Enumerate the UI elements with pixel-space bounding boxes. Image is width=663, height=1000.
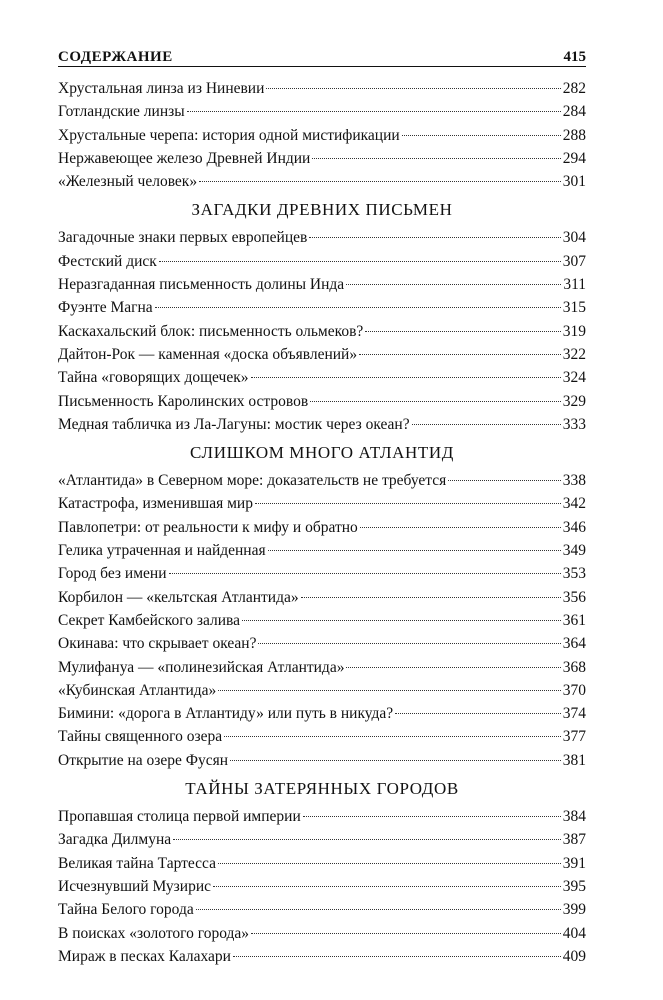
toc-entry-page: 384	[562, 808, 586, 826]
toc-entry-title: Загадка Дилмуна	[58, 831, 172, 849]
toc-entry	[58, 609, 586, 632]
toc-entry	[58, 725, 586, 748]
toc-entry-title: Дайтон-Рок — каменная «доска объявлений»	[58, 345, 358, 363]
toc-entry-title: Фуэнте Магна	[58, 299, 153, 317]
toc-entry-page: 391	[562, 854, 586, 872]
toc-entry	[58, 562, 586, 585]
toc-entry-title: Катастрофа, изменившая мир	[58, 495, 253, 513]
toc-entry-title: «Кубинская Атлантида»	[58, 681, 217, 699]
dot-leader	[402, 135, 561, 136]
toc-entry	[58, 749, 586, 772]
document-page	[58, 40, 586, 968]
dot-leader	[173, 839, 561, 840]
toc-entry-page: 304	[562, 229, 586, 247]
toc-entry-title: Окинава: что скрывает океан?	[58, 635, 257, 653]
toc-entry	[58, 320, 586, 343]
toc-entry-page: 349	[562, 542, 586, 560]
dot-leader	[312, 158, 560, 159]
dot-leader	[155, 307, 561, 308]
dot-leader	[346, 284, 561, 285]
toc-entry-page: 409	[562, 947, 586, 965]
toc-entry-title: Гелика утраченная и найденная	[58, 542, 266, 560]
dot-leader	[187, 111, 561, 112]
dot-leader	[266, 88, 560, 89]
toc-entry	[58, 852, 586, 875]
toc-entry	[58, 343, 586, 366]
dot-leader	[346, 667, 560, 668]
toc-entry-page: 311	[563, 276, 586, 294]
toc-entry	[58, 492, 586, 515]
running-header	[58, 40, 586, 67]
dot-leader	[258, 643, 560, 644]
section-heading: ТАЙНЫ ЗАТЕРЯННЫХ ГОРОДОВ	[185, 779, 459, 799]
dot-leader	[233, 956, 561, 957]
toc-entry-page: 404	[562, 924, 586, 942]
toc-entry-page: 282	[562, 80, 586, 97]
toc-entry-page: 368	[562, 658, 586, 676]
toc-entry-title: Тайны священного озера	[58, 728, 223, 746]
toc-entry-title: Письменность Каролинских островов	[58, 392, 309, 410]
toc-entry	[58, 805, 586, 828]
dot-leader	[365, 331, 560, 332]
toc-entry-title: Тайна «говорящих дощечек»	[58, 369, 249, 387]
toc-entry	[58, 100, 586, 123]
toc-entry-title: Мираж в песках Калахари	[58, 947, 231, 965]
toc-entry-page: 288	[562, 126, 586, 144]
dot-leader	[196, 909, 561, 910]
toc-entry-title: Неразгаданная письменность долины Инда	[58, 276, 345, 294]
section-heading: ЗАГАДКИ ДРЕВНИХ ПИСЬМЕН	[191, 200, 453, 220]
toc-entry-title: «Железный человек»	[58, 173, 198, 191]
toc-entry-page: 377	[562, 728, 586, 746]
toc-entry-page: 333	[562, 415, 586, 433]
toc-entry-page: 387	[562, 831, 586, 849]
toc-entry-title: Фестский диск	[58, 252, 157, 270]
toc-entry-title: Корбилон — «кельтская Атлантида»	[58, 588, 299, 606]
toc-entry-title: Секрет Камбейского залива	[58, 611, 241, 629]
toc-entry	[58, 828, 586, 851]
toc-entry	[58, 875, 586, 898]
toc-entry	[58, 366, 586, 389]
toc-entry-title: Павлопетри: от реальности к мифу и обратно	[58, 518, 358, 536]
toc-entry-title: Бимини: «дорога в Атлантиду» или путь в никуда?	[58, 705, 394, 723]
toc-entry-title: «Атлантида» в Северном море: доказательств не требуется	[58, 472, 447, 490]
toc-entry-title: Каскахальский блок: письменность ольмеков?	[58, 322, 364, 340]
toc-entry	[58, 296, 586, 319]
dot-leader	[301, 597, 561, 598]
toc-entry	[58, 586, 586, 609]
dot-leader	[218, 690, 560, 691]
toc-entry-title: Нержавеющее железо Древней Индии	[58, 149, 311, 167]
toc-entry-title: Загадочные знаки первых европейцев	[58, 229, 308, 247]
toc-entry-title: Хрустальные черепа: история одной мистификации	[58, 126, 400, 144]
toc-entry-page: 370	[562, 681, 586, 699]
toc-entry	[58, 413, 586, 436]
dot-leader	[395, 713, 561, 714]
dot-leader	[169, 573, 561, 574]
toc-entry-page: 301	[562, 173, 586, 191]
toc-entry-page: 338	[562, 472, 586, 490]
toc-entry	[58, 469, 586, 492]
dot-leader	[218, 863, 561, 864]
toc-entry-title: Пропавшая столица первой империи	[58, 808, 301, 826]
dot-leader	[255, 503, 561, 504]
toc-entry-page: 356	[562, 588, 586, 606]
dot-leader	[448, 480, 561, 481]
toc-entry-page: 294	[562, 149, 586, 167]
toc-entry-title: Великая тайна Тартесса	[58, 854, 216, 872]
toc-entry-page: 319	[562, 322, 586, 340]
toc-entry	[58, 539, 586, 562]
dot-leader	[268, 550, 561, 551]
dot-leader	[251, 377, 561, 378]
toc-entry	[58, 124, 586, 147]
toc-entry	[58, 226, 586, 249]
dot-leader	[251, 933, 561, 934]
toc-entry	[58, 390, 586, 413]
toc-entry-page: 399	[562, 901, 586, 919]
toc-entry-page: 324	[562, 369, 586, 387]
toc-entry	[58, 250, 586, 273]
dot-leader	[309, 237, 560, 238]
toc-entry-page: 374	[562, 705, 586, 723]
toc-entry	[58, 922, 586, 945]
toc-entry-title: Медная табличка из Ла-Лагуны: мостик через океан?	[58, 415, 410, 433]
toc-entry-page: 346	[562, 518, 586, 536]
dot-leader	[360, 527, 561, 528]
dot-leader	[359, 354, 561, 355]
toc-entry-page: 361	[562, 611, 586, 629]
toc-entry-title: В поисках «золотого города»	[58, 924, 250, 942]
toc-entry-title: Тайна Белого города	[58, 901, 194, 919]
toc-entry-page: 329	[562, 392, 586, 410]
toc-entry-page: 364	[562, 635, 586, 653]
dot-leader	[224, 736, 561, 737]
toc-entry	[58, 77, 586, 100]
toc-entry-title: Мулифануа — «полинезийская Атлантида»	[58, 658, 345, 676]
toc-entry	[58, 679, 586, 702]
toc-entry	[58, 656, 586, 679]
toc-entry-page: 322	[562, 345, 586, 363]
toc-entry-page: 315	[562, 299, 586, 317]
toc-entry	[58, 945, 586, 968]
toc-entry-title: Город без имени	[58, 565, 167, 583]
header-title: СОДЕРЖАНИЕ	[58, 49, 173, 65]
table-of-contents	[58, 77, 586, 968]
dot-leader	[159, 261, 561, 262]
toc-entry-page: 353	[562, 565, 586, 583]
dot-leader	[213, 886, 561, 887]
dot-leader	[242, 620, 561, 621]
dot-leader	[310, 401, 561, 402]
toc-entry-page: 307	[562, 252, 586, 270]
header-page-number: 415	[563, 49, 586, 65]
dot-leader	[412, 424, 561, 425]
toc-entry-page: 381	[562, 751, 586, 769]
dot-leader	[230, 760, 561, 761]
toc-entry	[58, 632, 586, 655]
toc-entry-page: 395	[562, 877, 586, 895]
toc-entry	[58, 898, 586, 921]
toc-entry-page: 342	[562, 495, 586, 513]
toc-entry-title: Исчезнувший Музирис	[58, 877, 212, 895]
toc-entry-page: 284	[562, 103, 586, 121]
toc-entry	[58, 702, 586, 725]
toc-entry	[58, 516, 586, 539]
toc-entry	[58, 273, 586, 296]
toc-entry-title: Готландские линзы	[58, 103, 185, 121]
toc-entry-title: Хрустальная линза из Ниневии	[58, 80, 265, 97]
dot-leader	[199, 181, 561, 182]
dot-leader	[303, 816, 561, 817]
toc-entry	[58, 147, 586, 170]
toc-entry-title: Открытие на озере Фусян	[58, 751, 229, 769]
toc-entry	[58, 170, 586, 193]
section-heading: СЛИШКОМ МНОГО АТЛАНТИД	[190, 443, 454, 463]
